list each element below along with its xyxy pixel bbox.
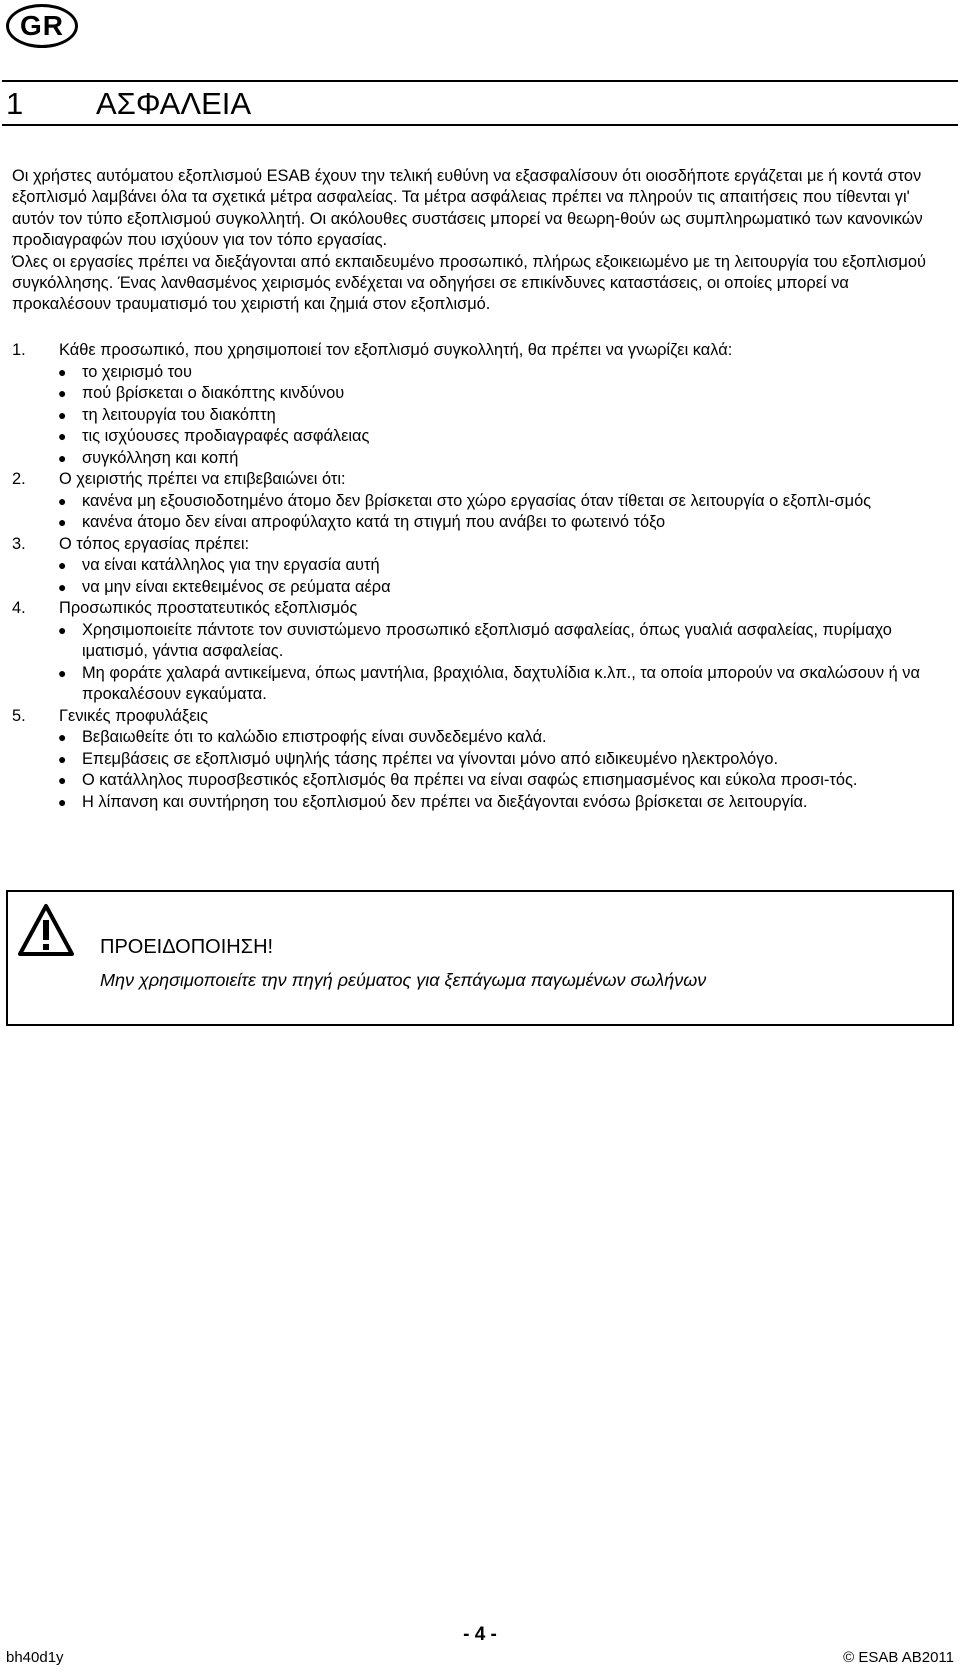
bullet-item <box>12 555 947 577</box>
bullet-text: κανένα μη εξουσιοδοτημένο άτομο δεν βρίσκεται στο χώρο εργασίας όταν τίθεται σε λειτουργία ο εξοπλι-σμός <box>82 491 872 510</box>
list-item <box>12 469 947 491</box>
item-number: 2. <box>12 470 26 488</box>
bullet-item <box>12 491 947 513</box>
bullet-icon: ● <box>58 492 67 509</box>
warning-triangle-icon <box>17 903 75 957</box>
warning-text: Μην χρησιμοποιείτε την πηγή ρεύματος για ξεπάγωμα παγωμένων σωλήνων <box>100 970 707 990</box>
bullet-item <box>12 426 947 448</box>
warning-box <box>6 890 954 1026</box>
intro-paragraph: Όλες οι εργασίες πρέπει να διεξάγονται από εκπαιδευμένο προσωπικό, πλήρως εξοικειωμένο με τη λειτουργία του εξοπλισμού συγκόλλησης. Ένας λανθασμένος χειρισμός ενδέχεται να οδηγήσει σε επικίνδυνες καταστάσεις, οι οποίες μπορεί να προκαλέσουν τραυματισμό του χειριστή και ζημιά στον εξοπλισμό. <box>12 252 926 314</box>
bullet-text: κανένα άτομο δεν είναι απροφύλαχτο κατά τη στιγμή που ανάβει το φωτεινό τόξο <box>82 513 666 531</box>
page-number: - 4 - <box>463 1624 497 1645</box>
bullet-text: Ο κατάλληλος πυροσβεστικός εξοπλισμός θα πρέπει να είναι σαφώς επισημασμένος και εύκολα προσι-τός. <box>82 771 858 789</box>
bullet-icon: ● <box>58 514 67 530</box>
bullet-icon: ● <box>58 664 67 681</box>
intro-paragraph: Οι χρήστες αυτόματου εξοπλισμού ESAB έχουν την τελική ευθύνη να εξασφαλίσουν ότι οιοσδήποτε εργάζεται με ή κοντά στον εξοπλισμό λαμβάνει όλα τα σχετικά μέτρα ασφαλείας. Τα μέτρα ασφάλειας πρέπει να πληρούν τις απαιτήσεις που τίθενται γι' αυτόν τον τύπο εξοπλισμού συγκολλητή. Οι ακόλουθες συστάσεις μπορεί να θεωρη-θούν ως συμπληρωματικό των κανονικών προδιαγραφών που ισχύουν για τον τόπο εργασίας. <box>12 167 923 250</box>
intro-text <box>12 166 942 316</box>
warning-title: ΠΡΟΕΙΔΟΠΟΙΗΣΗ! <box>100 936 274 958</box>
bullet-text: Βεβαιωθείτε ότι το καλώδιο επιστροφής είναι συνδεδεμένο καλά. <box>82 728 547 746</box>
item-text: Ο χειριστής πρέπει να επιβεβαιώνει ότι: <box>59 470 346 488</box>
item-number: 3. <box>12 534 26 553</box>
bullet-text: συγκόλληση και κοπή <box>82 448 239 467</box>
bullet-icon: ● <box>58 750 67 767</box>
bullet-item <box>12 577 947 599</box>
bullet-item <box>12 383 947 405</box>
bullet-item <box>12 663 947 706</box>
bullet-item <box>12 405 947 427</box>
section-title: ΑΣΦΑΛΕΙΑ <box>96 86 252 121</box>
safety-list <box>12 340 947 813</box>
bullet-icon: ● <box>58 578 67 595</box>
list-item <box>12 598 947 620</box>
list-item <box>12 340 947 362</box>
bullet-icon: ● <box>58 621 67 638</box>
bullet-text: Επεμβάσεις σε εξοπλισμό υψηλής τάσης πρέπει να γίνονται μόνο από ειδικευμένο ηλεκτρολόγο. <box>82 749 779 768</box>
bullet-text: Μη φοράτε χαλαρά αντικείμενα, όπως μαντήλια, βραχιόλια, δαχτυλίδια κ.λπ., τα οποία μπορούν να σκαλώσουν ή να προκαλέσουν εγκαύματα. <box>82 663 920 703</box>
copyright: © ESAB AB2011 <box>843 1649 954 1666</box>
bullet-icon: ● <box>58 449 67 466</box>
bullet-icon: ● <box>58 793 67 810</box>
bullet-item <box>12 749 947 771</box>
bullet-icon: ● <box>58 557 67 573</box>
item-number: 1. <box>12 341 26 359</box>
bullet-icon: ● <box>58 363 67 380</box>
bullet-item <box>12 362 947 384</box>
list-item <box>12 706 947 728</box>
section-heading <box>2 80 958 126</box>
bullet-item <box>12 727 947 749</box>
country-badge: GR <box>6 4 78 48</box>
bullet-icon: ● <box>58 428 67 444</box>
item-number: 5. <box>12 706 26 725</box>
bullet-item <box>12 512 947 534</box>
document-code: bh40d1y <box>6 1649 64 1666</box>
bullet-text: να μην είναι εκτεθειμένος σε ρεύματα αέρα <box>82 577 391 596</box>
bullet-item <box>12 792 947 814</box>
bullet-item <box>12 770 947 792</box>
section-number: 1 <box>6 86 24 121</box>
item-number: 4. <box>12 599 26 617</box>
bullet-text: το χειρισμό του <box>82 362 192 381</box>
bullet-item <box>12 448 947 470</box>
item-text: Κάθε προσωπικό, που χρησιμοποιεί τον εξοπλισμό συγκολλητή, θα πρέπει να γνωρίζει καλά: <box>59 341 733 359</box>
bullet-icon: ● <box>58 729 67 745</box>
bullet-item <box>12 620 947 663</box>
item-text: Προσωπικός προστατευτικός εξοπλισμός <box>59 599 358 617</box>
item-text: Ο τόπος εργασίας πρέπει: <box>59 534 250 553</box>
bullet-icon: ● <box>58 772 67 788</box>
bullet-text: να είναι κατάλληλος για την εργασία αυτή <box>82 556 380 574</box>
bullet-icon: ● <box>58 385 67 401</box>
bullet-text: Η λίπανση και συντήρηση του εξοπλισμού δεν πρέπει να διεξάγονται ενόσω βρίσκεται σε λειτουργία. <box>82 792 808 811</box>
bullet-text: Χρησιμοποιείτε πάντοτε τον συνιστώμενο προσωπικό εξοπλισμό ασφαλείας, όπως γυαλιά ασφαλείας, πυρίμαχο ιματισμό, γάντια ασφαλείας. <box>82 620 892 660</box>
bullet-text: τις ισχύουσες προδιαγραφές ασφάλειας <box>82 427 370 445</box>
bullet-icon: ● <box>58 406 67 423</box>
list-item <box>12 534 947 556</box>
item-text: Γενικές προφυλάξεις <box>59 706 209 725</box>
bullet-text: πού βρίσκεται ο διακόπτης κινδύνου <box>82 384 345 402</box>
bullet-text: τη λειτουργία του διακόπτη <box>82 405 276 424</box>
